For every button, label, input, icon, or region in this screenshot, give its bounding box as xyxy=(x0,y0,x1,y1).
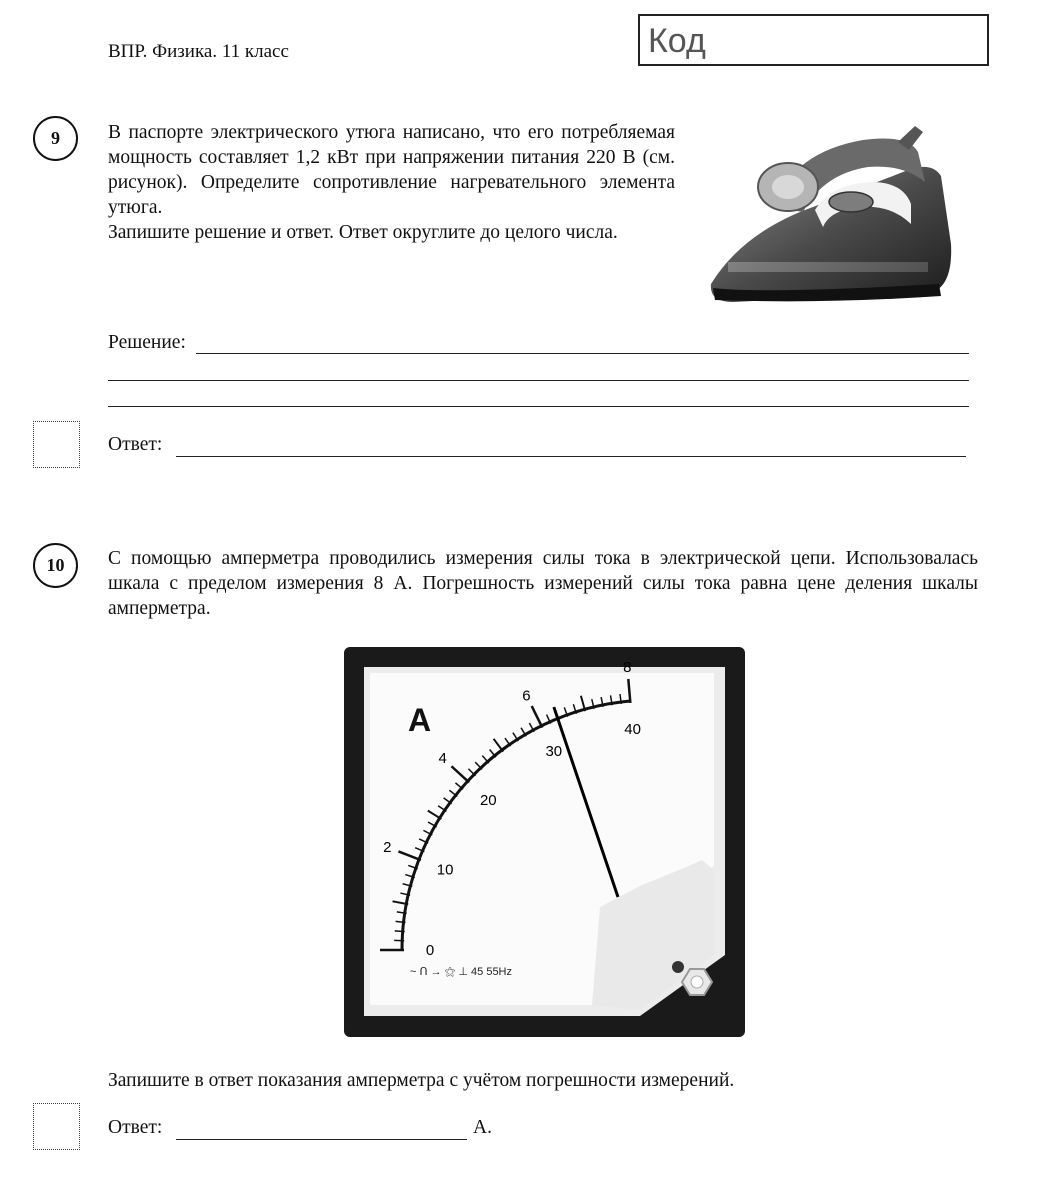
outer-scale-label: 8 xyxy=(623,659,632,677)
task-9-answer-label: Ответ: xyxy=(108,434,163,455)
task-9-instruction: Запишите решение и ответ. Ответ округлите до целого числа. xyxy=(108,222,618,243)
iron-image xyxy=(703,112,970,307)
inner-scale-label: 20 xyxy=(479,792,497,810)
task-10-answer-unit: А. xyxy=(473,1117,492,1138)
inner-scale-label: 40 xyxy=(624,720,641,738)
task-10-score-box[interactable] xyxy=(33,1103,80,1150)
solution-line-1[interactable] xyxy=(196,353,969,354)
task-9-text: В паспорте электрического утюга написано, что его потребляемая мощность составляет 1,2 кВт при напряжении питания 220 В (см. рисунок). Определите сопротивление нагревательного элемента утюга. xyxy=(108,122,675,218)
task-10-answer-label: Ответ: xyxy=(108,1117,163,1138)
task-9-answer-line[interactable] xyxy=(176,456,966,457)
task-10-number: 10 xyxy=(33,543,78,588)
outer-scale-label: 6 xyxy=(522,687,531,705)
outer-scale-label: 2 xyxy=(383,839,392,857)
code-field[interactable]: Код xyxy=(638,14,989,66)
ammeter-image xyxy=(342,645,747,1039)
inner-scale-label: 30 xyxy=(545,742,563,760)
solution-line-3[interactable] xyxy=(108,406,969,407)
inner-scale-label: 0 xyxy=(425,942,435,959)
task-9-number: 9 xyxy=(33,116,78,161)
page-header-title: ВПР. Физика. 11 класс xyxy=(108,41,289,62)
solution-line-2[interactable] xyxy=(108,380,969,381)
solution-label: Решение: xyxy=(108,332,186,353)
task-10-instruction: Запишите в ответ показания амперметра с учётом погрешности измерений. xyxy=(108,1070,735,1091)
ammeter-spec-text: ~ Ո → ⚝ ⊥ 45 55Hz xyxy=(410,966,513,978)
task-10-answer-line[interactable] xyxy=(176,1139,467,1140)
inner-scale-label: 10 xyxy=(436,861,454,879)
task-9-statement xyxy=(108,120,675,245)
scale-tick xyxy=(395,931,405,932)
task-10-text: С помощью амперметра проводились измерения силы тока в электрической цепи. Использовалась шкала с пределом измерения 8 А. Погрешность измерений силы тока равна цене деления шкалы амперметра. xyxy=(108,548,978,619)
outer-scale-label: 4 xyxy=(438,750,447,768)
task-9-score-box[interactable] xyxy=(33,421,80,468)
ammeter-screw-small xyxy=(672,961,684,973)
ammeter-unit-symbol: A xyxy=(408,702,432,738)
